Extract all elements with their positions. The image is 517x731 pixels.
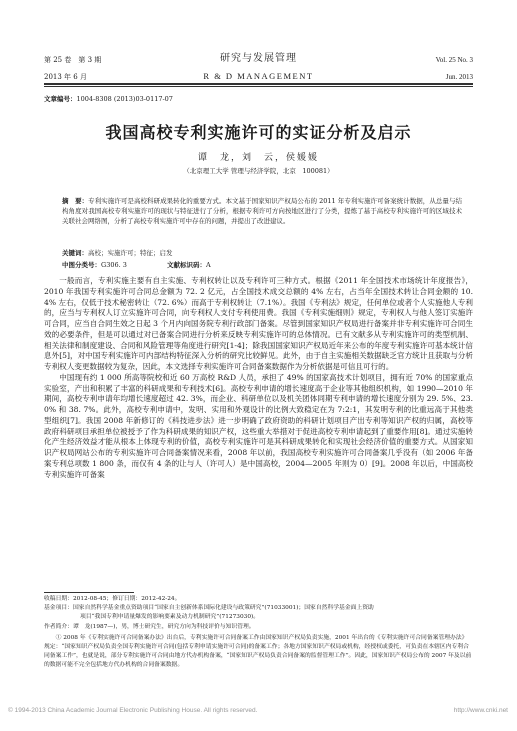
journal-name-cn: 研究与发展管理 [220, 53, 297, 64]
author-bio-label: 作者简介： [44, 623, 73, 630]
abstract-text: 专利实施许可是高校科研成果转化的重要方式。本文基于国家知识产权局公布的 2011 年专利实施许可备案统计数据，从总量与结构角度对我国高校专利实施许可的现状与特征进行了分析，根据专利许可方向按地区进行了分类，提炼了基于高校专利实施许可的区域技术关联社会网络图，分析了高校专利实施许可中存在的问题，并提出了改进建议。 [62, 197, 463, 225]
date-en: Jun. 2013 [445, 73, 473, 81]
keywords-label: 关键词： [62, 249, 88, 257]
volume-number-en: Vol. 25 No. 3 [435, 56, 473, 64]
classification-line [62, 260, 211, 269]
article-number [44, 94, 173, 103]
fund-text-1: 国家自然科学基金重点资助项目“国家自主创新体系国际化建设与政策研究”(71033001)；国家自然科学基金面上资助 [73, 605, 374, 612]
received-date: 收稿日期：2012-08-45；修订日期：2012-42-24。 [44, 596, 181, 602]
clc-label: 中图分类号： [62, 261, 101, 269]
footnote-rule [44, 592, 134, 593]
clc-value: G306. 3 [101, 261, 127, 269]
year-month: 2013 年 6 月 [44, 73, 87, 81]
fund-label: 基金项目： [44, 605, 73, 612]
fund-line [44, 604, 473, 613]
author-list: 谭 龙，刘 云，侯媛媛 [197, 153, 319, 163]
body-paragraph: 中国现有约 1 000 所高等院校和近 60 万高校 R&D 人员，承担了 49% 的国家高技术计划项目，拥有近 70% 的国家重点实验室，产出和积累了丰富的科研成果和专利技术[6]。高校专利申请的增长速度高于企业等其他组织机构，如 1990—2010 年期间，高校专利申请年均增长速度超过 42. 3%，而企业、科研单位以及机关团体同期专利申请的增长速度分别为 29. 5%、23. 0% 和 38. 7%。此外，高校专利申请中，发明、实用和外观设计的比例大致稳定在为 7:2:1，其发明专利的比重远高于其他类型组织[7]。我国 2008 年新修订的《科技进步法》进一步明确了政府资助的科研计划项目产出专利等知识产权的归属，高校等政府科研项目承担单位被授予了作为科研成果的知识产权，这些重大举措对于促进高校专利申请起到了重要作用[8]。通过实施转化产生经济效益才能从根本上体现专利的价值，高校专利实施许可是其科研成果转化和实现社会经济价值的重要方式。从国家知识产权局网站公布的专利实施许可合同备案情况来看，2008 年以前，我国高校专利实施许可合同备案几乎没有（如 2006 年备案专利总项数 1 800 条，而仅有 4 条的让与人（许可人）是中国高校，2004—2005 年则为 0）[9]。2008 年以后，中国高校专利实施许可备案 [44, 372, 473, 479]
doc-code-label: 文献标识码： [167, 261, 207, 269]
body-text [44, 276, 473, 480]
article-number-value: 1004-8308 (2013)03-0117-07 [76, 95, 173, 103]
author-bio-text: 谭 龙(1987—)，男，博士研究生，研究方向为科技评价与知识管理。 [73, 623, 255, 630]
fund-text-2: 项目“我国专利申请量爆发的影响要素及动力机制研究”(71273030)。 [80, 614, 260, 621]
abstract [62, 196, 462, 226]
journal-name-en: R & D MANAGEMENT [203, 71, 314, 81]
footnotes [44, 595, 473, 671]
doc-code-value: A [206, 261, 211, 269]
footer-url: http://www.cnki.net [453, 707, 508, 714]
footnote-note: ① 2008 年《专利实施许可合同备案办法》出台后，专利实施许可合同备案工作由国家知识产权局负责实施，2001 年出台的《专利实施许可合同备案管理办法》规定：“国家知识产权局负责全国专利实施许可合同(包括专利申请实施许可合同)的备案工作；各地方国家知识产权局或机构，经授权或委托，可负责在本辖区内专利合同备案工作”，也就是说，部分专利实施许可合同由地方代办机构备案，“国家知识产权局负责合同备案的监督管理工作”。因此，国家知识产权局公布的 2007 年及以前的数据可能不完全包括地方代办机构的合同备案数据。 [44, 634, 472, 669]
abstract-label: 摘 要： [62, 197, 89, 205]
article-number-label: 文章编号： [44, 95, 77, 103]
header-rule-thick [44, 83, 473, 85]
header-rule-thin [44, 86, 473, 87]
affiliation: （北京理工大学 管理与经济学院，北京 100081） [183, 167, 334, 175]
body-paragraph: 一般而言，专利实施主要有自主实施、专利权转让以及专利许可三种方式。根据《2011 年全国技术市场统计年度报告》，2010 年我国专利实施许可合同总金额为 72. 2 亿元，占全国技术成交总额的 4% 左右，占当年全国技术转让合同金额的 10. 4% 左右，仅低于技术秘密转让（72. 6%）而高于专利权转让（7.1%）。我国《专利法》规定，任何单位或者个人实施他人专利的，应当与专利权人订立实施许可合同，向专利权人支付专利使用费。我国《专利实施细则》规定，专利权人与他人签订实施许可合同，应当自合同生效之日起 3 个月内向国务院专利行政部门备案。尽管到国家知识产权局进行备案并非专利实施许可合同生效的必要条件，但是可以通过对已备案合同进行分析来反映专利实施许可的总体情况。已有文献多从专利实施许可的类型机制、相关法律和制度建设、合同和风险管理等角度进行研究[1-4]；除我国国家知识产权局近年来公布的年度专利实施许可基本统计信息外[5]，对中国专利实施许可内部结构特征深入分析的研究比较鲜见。此外，由于自主实施相关数据缺乏官方统计且获取与分析专利权人变更数据较为复杂，因此，本文选择专利实施许可合同备案数据作为分析依据是可信且可行的。 [44, 276, 473, 371]
author-bio-line [44, 623, 473, 632]
volume-issue: 第 25 卷 第 3 期 [44, 56, 102, 64]
keywords [62, 248, 173, 257]
keywords-text: 高校；实施许可；特征；启发 [88, 249, 173, 257]
paper-title: 我国高校专利实施许可的实证分析及启示 [105, 123, 412, 142]
copyright-notice: © 1994-2013 China Academic Journal Electronic Publishing House. All rights reserved. [8, 707, 258, 714]
